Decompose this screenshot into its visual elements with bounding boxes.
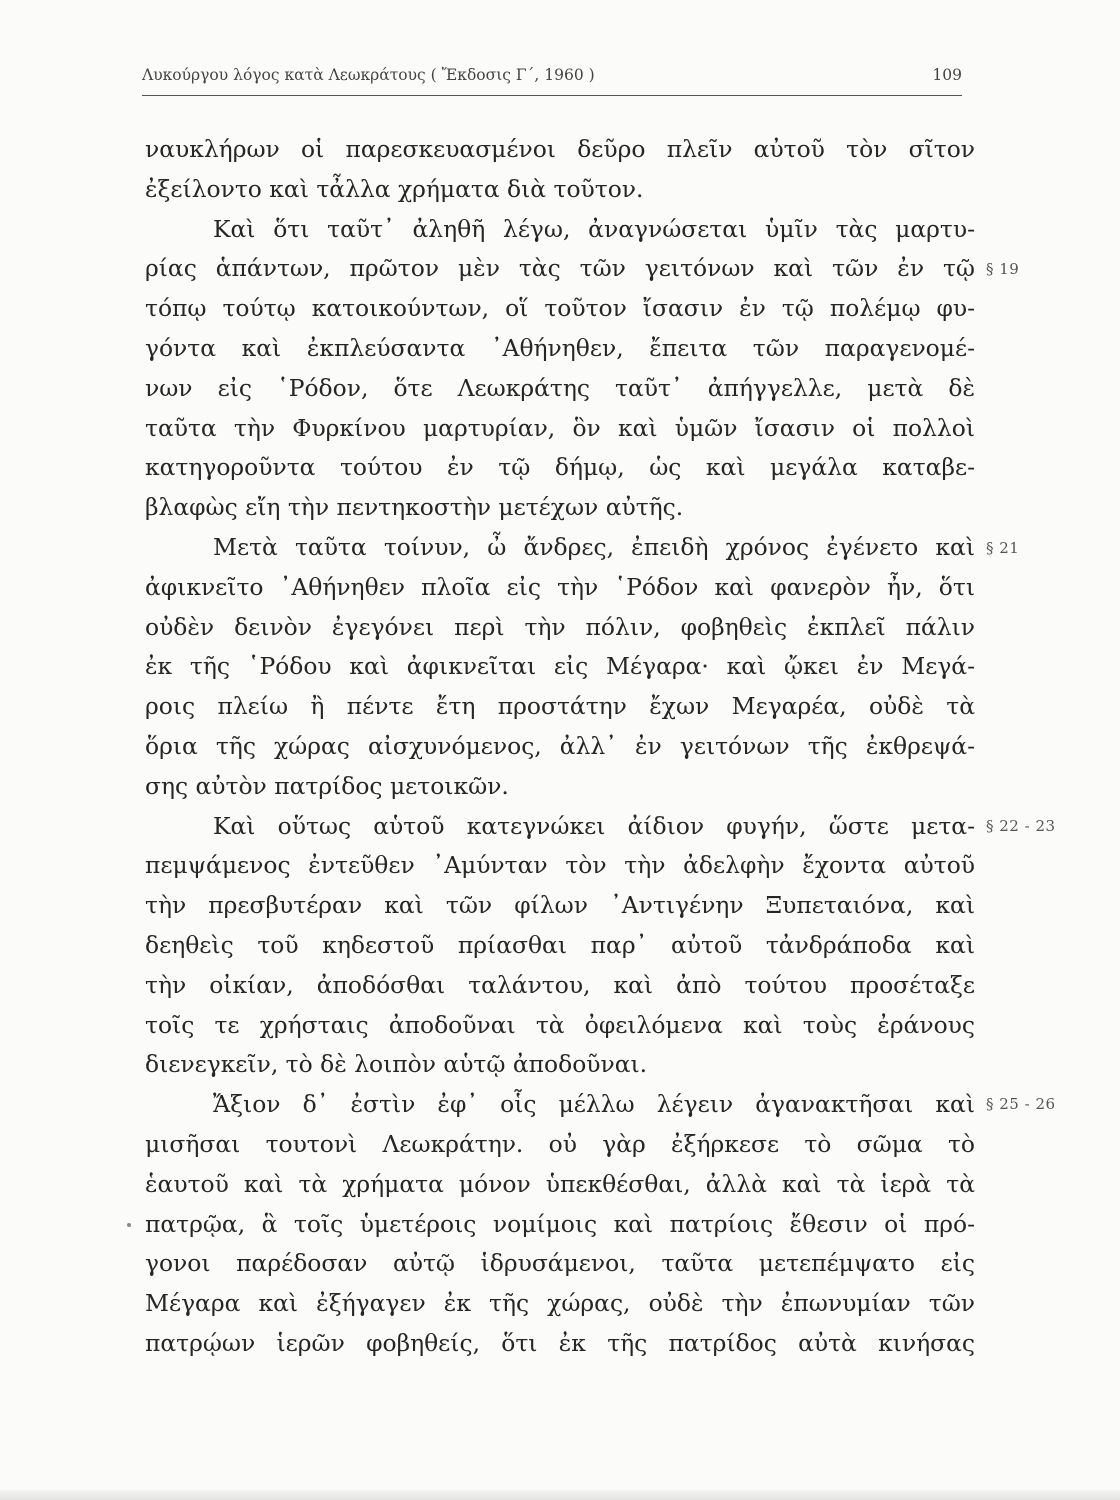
text-line: τόπῳ τούτῳ κατοικούντων, οἵ τοῦτον ἴσασιν ἐν τῷ πολέμῳ φυ- xyxy=(145,294,975,323)
paragraph-start: Μετὰ ταῦτα τοίνυν, ὦ ἄνδρες, ἐπειδὴ χρόνος ἐγένετο καὶ xyxy=(213,532,975,561)
margin-section-note: § 19 xyxy=(986,260,1020,278)
paragraph-start: Ἄξιον δ᾽ ἐστὶν ἐφ᾽ οἷς μέλλω λέγειν ἀγανακτῆσαι καὶ xyxy=(213,1090,975,1119)
page-bottom-edge xyxy=(0,1490,1120,1500)
margin-section-note: § 22 - 23 xyxy=(986,817,1056,835)
running-title: Λυκούργου λόγος κατὰ Λεωκράτους ( Ἔκδοσις Γ΄, 1960 ) xyxy=(142,66,595,84)
text-line: ταῦτα τὴν Φυρκίνου μαρτυρίαν, ὃν καὶ ὑμῶν ἴσασιν οἱ πολλοὶ xyxy=(145,413,975,442)
running-header xyxy=(142,66,962,92)
text-line: ρίας ἁπάντων, πρῶτον μὲν τὰς τῶν γειτόνων καὶ τῶν ἐν τῷ xyxy=(145,254,975,283)
text-line: γόντα καὶ ἐκπλεύσαντα ᾿Αθήνηθεν, ἔπειτα τῶν παραγενομέ- xyxy=(145,333,975,362)
text-line: Μέγαρα καὶ ἐξήγαγεν ἐκ τῆς χώρας, οὐδὲ τὴν ἐπωνυμίαν τῶν xyxy=(145,1289,975,1318)
text-line: ροις πλείω ἢ πέντε ἔτη προστάτην ἔχων Μεγαρέα, οὐδὲ τὰ xyxy=(145,692,975,721)
text-line: διενεγκεῖν, τὸ δὲ λοιπὸν αὑτῷ ἀποδοῦναι. xyxy=(145,1050,648,1079)
text-line: πατρῷα, ἃ τοῖς ὑμετέροις νομίμοις καὶ πατρίοις ἔθεσιν οἱ πρό- xyxy=(145,1209,975,1238)
margin-section-note: § 21 xyxy=(986,539,1020,557)
text-line: ναυκλήρων οἱ παρεσκευασμένοι δεῦρο πλεῖν αὐτοῦ τὸν σῖτον xyxy=(145,135,975,163)
text-line: ἀφικνεῖτο ᾿Αθήνηθεν πλοῖα εἰς τὴν ῾Ρόδον καὶ φανερὸν ἦν, ὅτι xyxy=(145,572,975,601)
text-line: βλαφὼς εἴη τὴν πεντηκοστὴν μετέχων αὐτῆς. xyxy=(145,493,684,522)
margin-section-note: § 25 - 26 xyxy=(986,1095,1056,1113)
text-line: μισῆσαι τουτονὶ Λεωκράτην. οὐ γὰρ ἐξήρκεσε τὸ σῶμα τὸ xyxy=(145,1129,975,1158)
text-line: νων εἰς ῾Ρόδον, ὅτε Λεωκράτης ταῦτ᾽ ἀπήγγελλε, μετὰ δὲ xyxy=(145,373,975,402)
text-line: ἐξείλοντο καὶ τἆλλα χρήματα διὰ τοῦτον. xyxy=(145,174,644,203)
text-line: σης αὐτὸν πατρίδος μετοικῶν. xyxy=(145,771,509,800)
text-body xyxy=(145,130,975,1364)
text-line: οὐδὲν δεινὸν ἐγεγόνει περὶ τὴν πόλιν, φοβηθεὶς ἐκπλεῖ πάλιν xyxy=(145,612,975,641)
text-line: δεηθεὶς τοῦ κηδεστοῦ πρίασθαι παρ᾽ αὐτοῦ τἀνδράποδα καὶ xyxy=(145,930,975,959)
text-line: ὅρια τῆς χώρας αἰσχυνόμενος, ἀλλ᾽ ἐν γειτόνων τῆς ἐκθρεψά- xyxy=(145,731,975,760)
text-line: πατρῴων ἱερῶν φοβηθείς, ὅτι ἐκ τῆς πατρίδος αὐτὰ κινήσας xyxy=(145,1328,975,1357)
text-line: κατηγοροῦντα τούτου ἐν τῷ δήμῳ, ὡς καὶ μεγάλα καταβε- xyxy=(145,453,975,482)
text-line: πεμψάμενος ἐντεῦθεν ᾿Αμύνταν τὸν τὴν ἀδελφὴν ἔχοντα αὐτοῦ xyxy=(145,851,975,880)
text-line: τοῖς τε χρήσταις ἀποδοῦναι τὰ ὀφειλόμενα καὶ τοὺς ἐράνους xyxy=(145,1010,975,1039)
paragraph-start: Καὶ οὕτως αὑτοῦ κατεγνώκει ἀίδιον φυγήν, ὥστε μετα- xyxy=(213,811,975,840)
text-line: ἑαυτοῦ καὶ τὰ χρήματα μόνον ὑπεκθέσθαι, ἀλλὰ καὶ τὰ ἱερὰ τὰ xyxy=(145,1169,975,1198)
header-rule xyxy=(142,95,962,96)
page-number: 109 xyxy=(932,66,962,84)
paragraph-start: Καὶ ὅτι ταῦτ᾽ ἀληθῆ λέγω, ἀναγνώσεται ὑμῖν τὰς μαρτυ- xyxy=(213,214,975,243)
ink-speck xyxy=(127,1223,131,1227)
text-line: τὴν οἰκίαν, ἀποδόσθαι ταλάντου, καὶ ἀπὸ τούτου προσέταξε xyxy=(145,970,975,999)
text-line: γονοι παρέδοσαν αὐτῷ ἱδρυσάμενοι, ταῦτα μετεπέμψατο εἰς xyxy=(145,1249,975,1278)
text-line: τὴν πρεσβυτέραν καὶ τῶν φίλων ᾿Αντιγένην Ξυπεταιόνα, καὶ xyxy=(145,891,975,920)
text-line: ἐκ τῆς ῾Ρόδου καὶ ἀφικνεῖται εἰς Μέγαρα· καὶ ᾤκει ἐν Μεγά- xyxy=(145,652,975,681)
